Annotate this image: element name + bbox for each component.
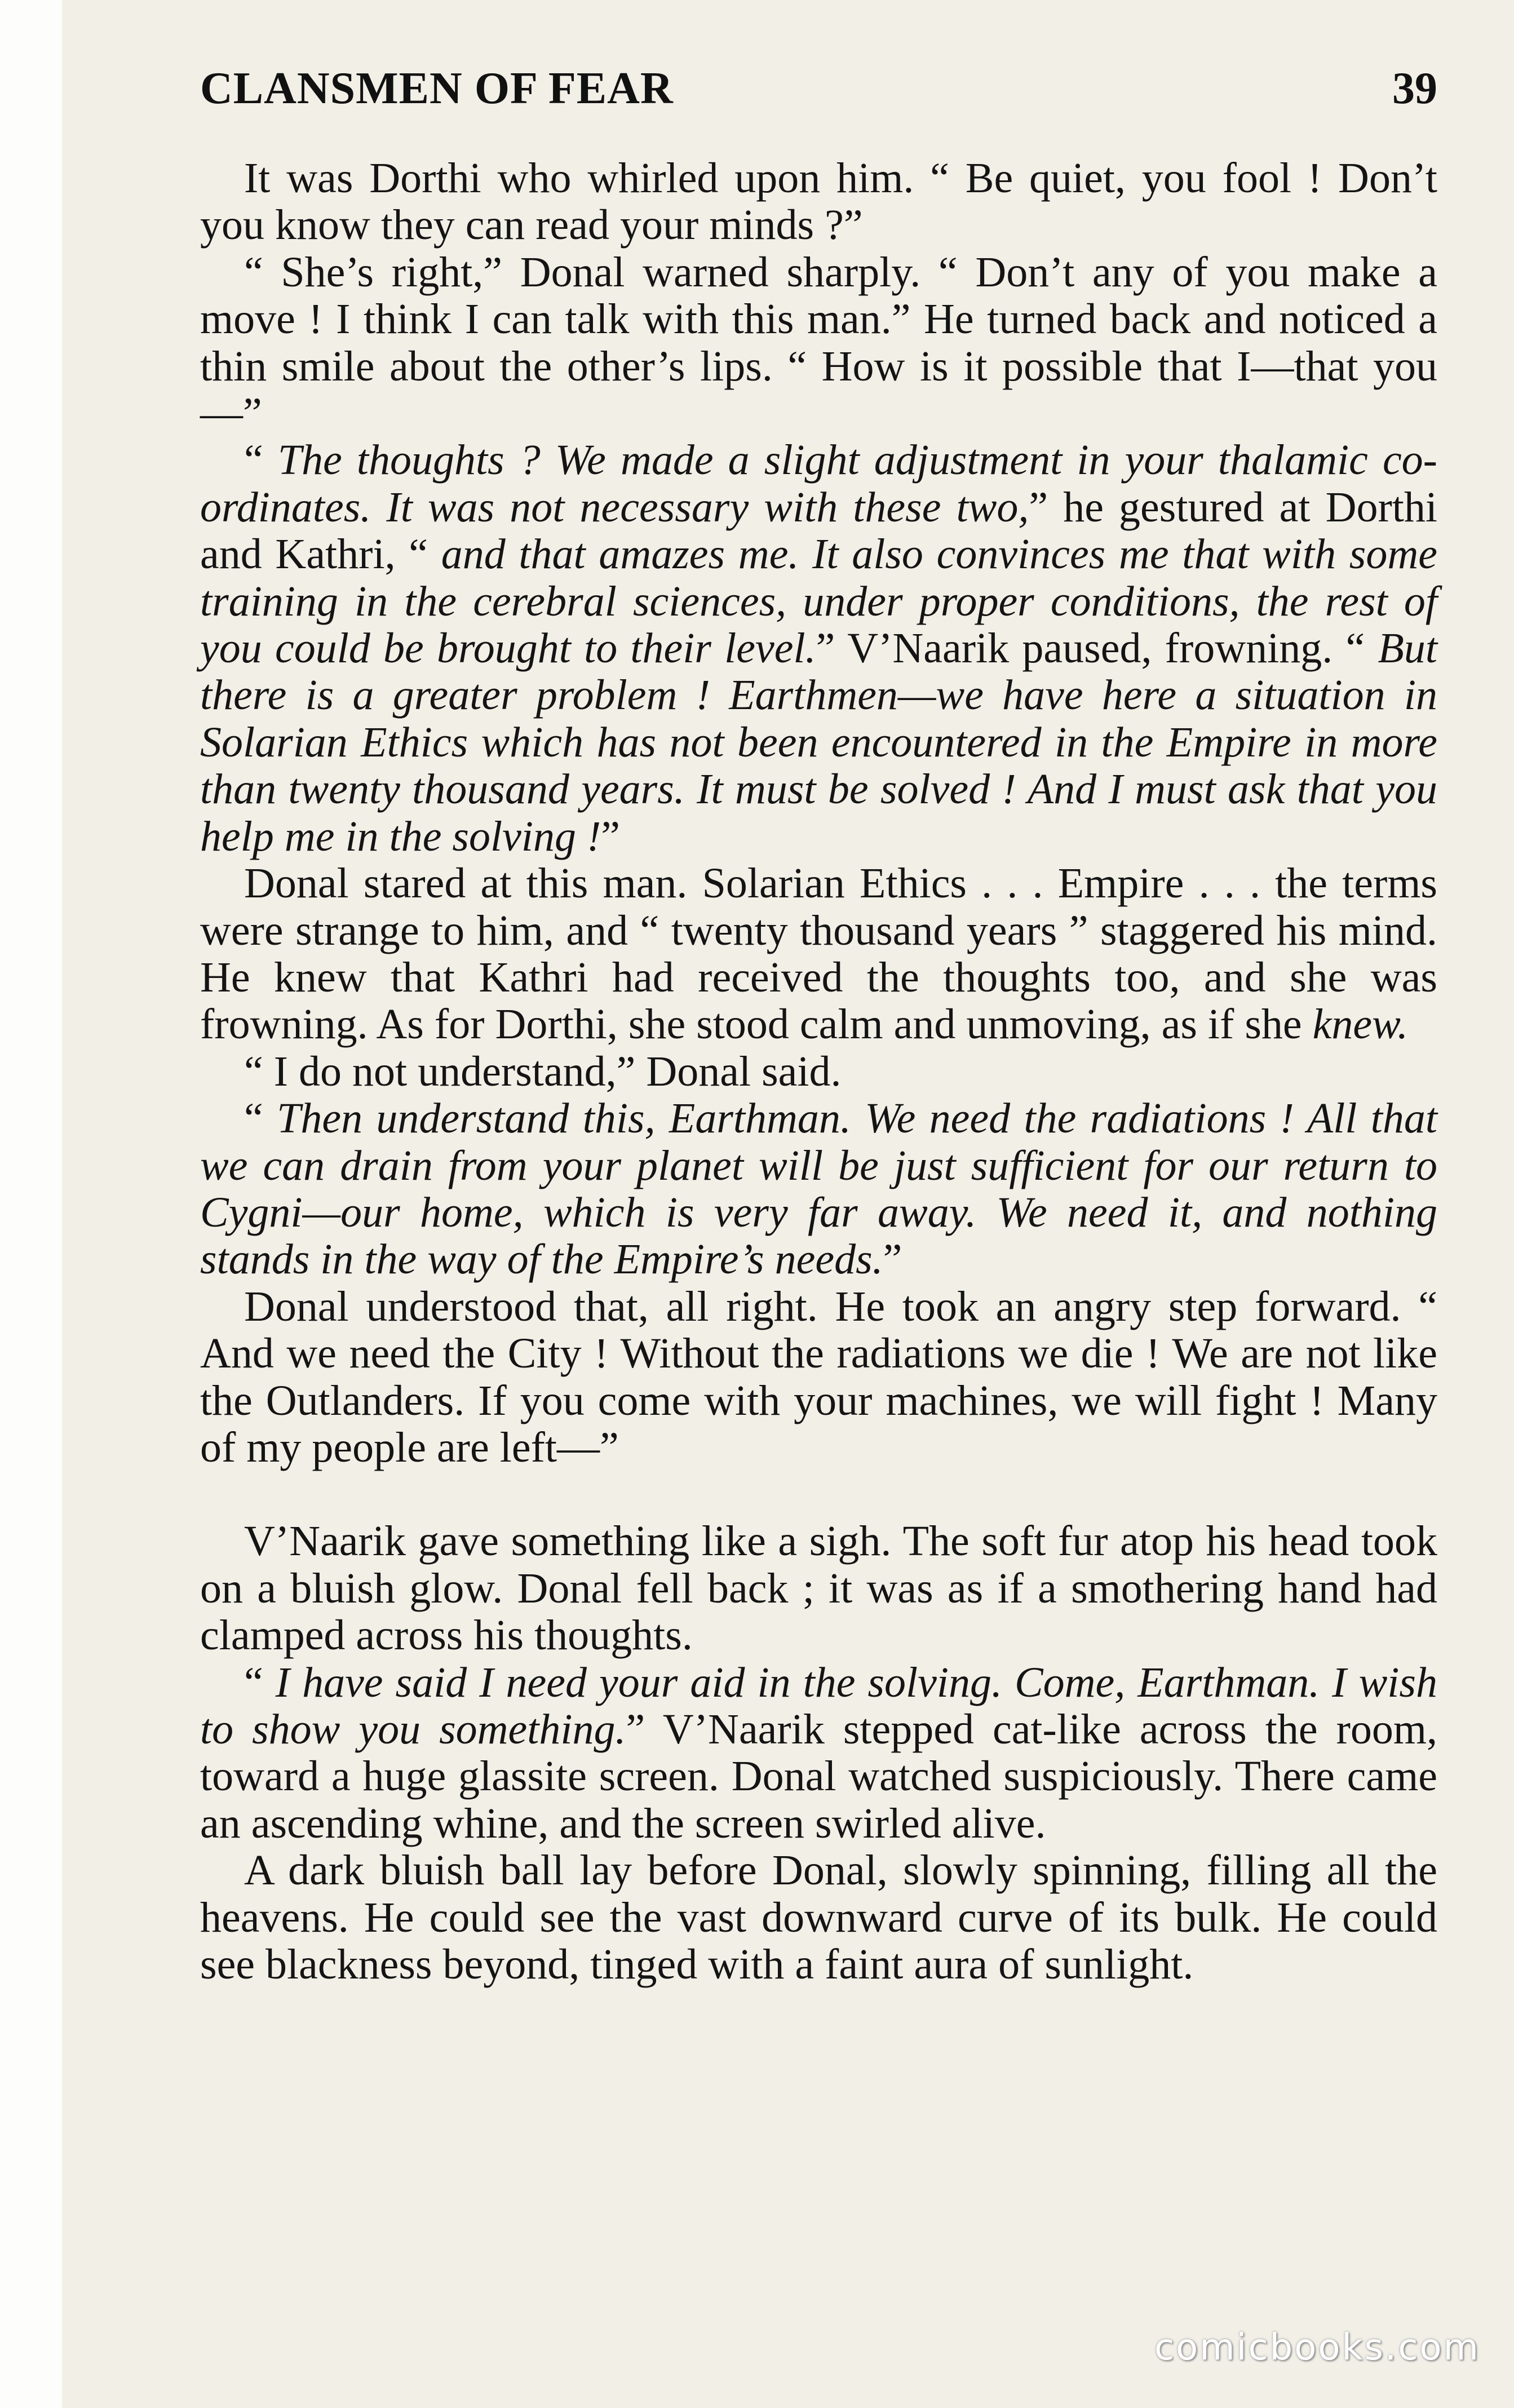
italic-text: and that amazes me. It also convinces me that with some training in the cerebral sciences, under proper conditions, the rest of you could be brought to their level. xyxy=(200,530,1437,672)
paragraph xyxy=(200,1095,1437,1283)
chapter-title: CLANSMEN OF FEAR xyxy=(200,64,674,113)
paragraph xyxy=(200,1518,1437,1659)
text-run: “ xyxy=(244,1658,276,1706)
text-run: ” V’Naarik paused, frowning. “ xyxy=(816,625,1378,672)
italic-text: But there is a greater problem ! Earthmen—we have here a situation in Solarian Ethics which has not been encountered in the Empire in more than twenty thousand years. It must be solved ! And I must ask that you help me in the solving ! xyxy=(200,625,1438,860)
text-run: ” V’Naarik stepped cat-like across the room, toward a huge glassite screen. Donal watched suspiciously. There came an ascending whine, and the screen swirled alive. xyxy=(200,1706,1437,1847)
text-run: A dark bluish ball lay before Donal, slowly spinning, filling all the heavens. He could see the vast downward curve of its bulk. He could see blackness beyond, tinged with a faint aura of sunlight. xyxy=(200,1847,1437,1989)
text-run: ” xyxy=(883,1236,902,1283)
paragraph xyxy=(200,437,1437,860)
text-run: ” he gestured at Dorthi and Kathri, “ xyxy=(200,483,1437,578)
paragraph xyxy=(200,1048,1437,1095)
italic-text: The thoughts ? We made a slight adjustment in your thalamic co-ordinates. It was not necessary with these two, xyxy=(200,436,1437,531)
text-run: ” xyxy=(601,812,621,860)
paragraph xyxy=(200,860,1437,1048)
paragraph xyxy=(200,1283,1437,1472)
text-run: V’Naarik gave something like a sigh. The soft fur atop his head took on a bluish glow. Donal fell back ; it was as if a smothering hand had clamped across his thoughts. xyxy=(200,1517,1437,1659)
italic-text: I have said I need your aid in the solving. Come, Earthman. I wish to show you something. xyxy=(200,1658,1438,1753)
body-text xyxy=(200,155,1437,1988)
italic-text: Then understand this, Earthman. We need the radiations ! All that we can drain from your planet will be just sufficient for our return to Cygni—our home, which is very far away. We need it, and nothing stands in the way of the Empire’s needs. xyxy=(200,1095,1437,1283)
text-run: “ I do not understand,” Donal said. xyxy=(244,1047,842,1095)
paragraph xyxy=(200,1847,1437,1988)
book-page xyxy=(62,0,1514,2408)
paragraph xyxy=(200,249,1437,437)
page-number: 39 xyxy=(1392,64,1437,113)
text-run: Donal stared at this man. Solarian Ethics . . . Empire . . . the terms were strange to him, and “ twenty thousand years ” staggered his mind. He knew that Kathri had received the thoughts too, and she was frowning. As for Dorthi, she stood calm and unmoving, as if she xyxy=(200,860,1437,1048)
paragraph xyxy=(200,1659,1437,1848)
italic-text: knew. xyxy=(1312,1001,1409,1048)
watermark: comicbooks.com xyxy=(1154,2327,1480,2369)
text-run: It was Dorthi who whirled upon him. “ Be quiet, you fool ! Don’t you know they can read your minds ?” xyxy=(200,154,1437,249)
text-run: “ She’s right,” Donal warned sharply. “ Don’t any of you make a move ! I think I can talk with this man.” He turned back and noticed a thin smile about the other’s lips. “ How is it possible that I—that you—” xyxy=(200,248,1437,437)
text-run: “ xyxy=(244,1095,277,1143)
text-run: “ xyxy=(244,436,278,484)
text-run: Donal understood that, all right. He took an angry step forward. “ And we need the City ! Without the radiations we die ! We are not like the Outlanders. If you come with your machines, we will fight ! Many of my people are left—” xyxy=(200,1282,1437,1471)
paragraph xyxy=(200,155,1437,249)
